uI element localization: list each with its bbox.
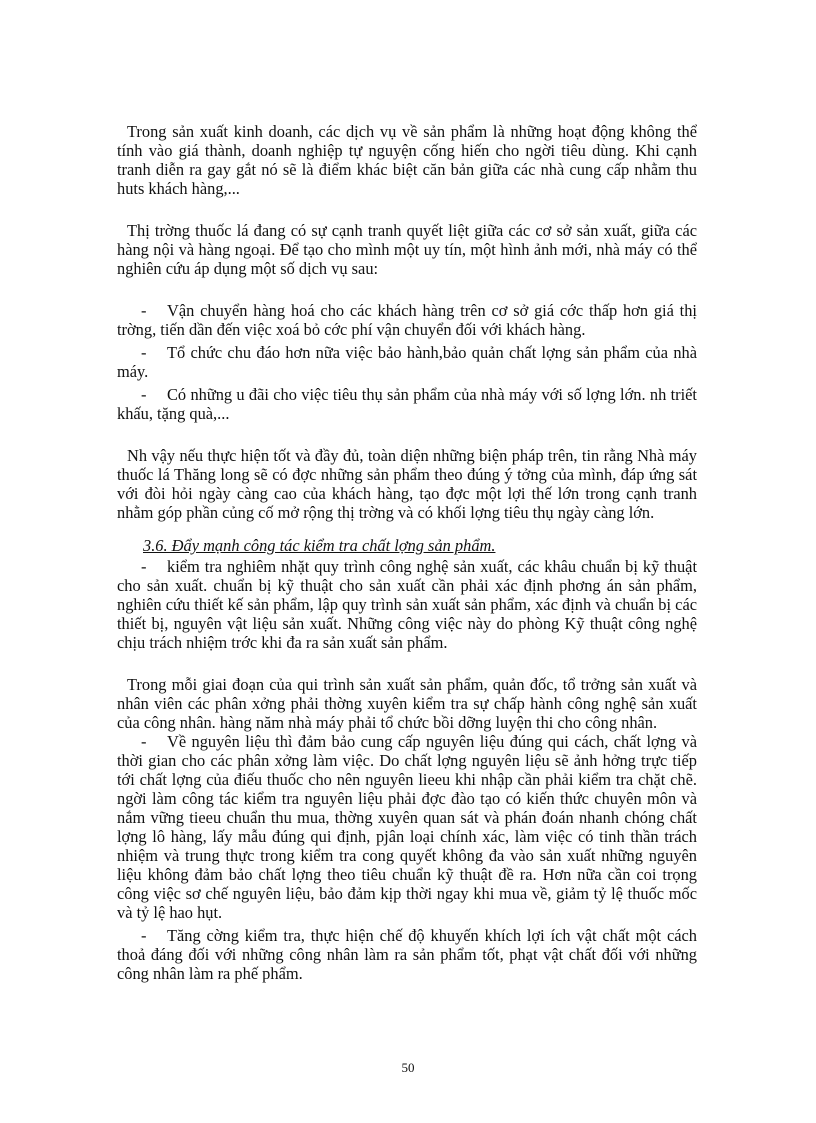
bullet-dash: - (141, 732, 147, 751)
bullet-dash: - (141, 385, 147, 404)
paragraph-production-stages: Trong mỗi giai đoạn của qui trình sản xuất sản phẩm, quản đốc, tổ trởng sản xuất và nhân viên các phân xởng phải thờng xuyên kiểm tra sự chấp hành công nghệ sản xuất của công nhân. hàng năm nhà máy phải tổ chức bồi dỡng luyện thi cho công nhân. (117, 675, 697, 732)
bullet-text: Tổ chức chu đáo hơn nữa việc bảo hành,bảo quản chất lợng sản phẩm của nhà máy. (117, 343, 697, 381)
bullet-item-transport (117, 301, 697, 339)
bullet-dash: - (141, 557, 147, 576)
bullet-text: Vận chuyển hàng hoá cho các khách hàng trên cơ sở giá cớc thấp hơn giá thị trờng, tiến dần đến việc xoá bỏ cớc phí vận chuyển đối với khách hàng. (117, 301, 697, 339)
paragraph-conclusion: Nh vậy nếu thực hiện tốt và đầy đủ, toàn diện những biện pháp trên, tin rằng Nhà máy thuốc lá Thăng long sẽ có đợc những sản phẩm theo đúng ý tởng của mình, đáp ứng sát với đòi hỏi ngày càng cao của khách hàng, tạo đợc một lợi thế lớn trong cạnh tranh nhằm góp phần củng cố mở rộng thị trờng và có khối lợng tiêu thụ ngày càng lớn. (117, 446, 697, 522)
page-number: 50 (401, 1060, 415, 1075)
document-page (117, 122, 697, 987)
paragraph-services-intro: Trong sản xuất kinh doanh, các dịch vụ về sản phẩm là những hoạt động không thể tính vào giá thành, doanh nghiệp tự nguyện cống hiến cho ngời tiêu dùng. Khi cạnh tranh diễn ra gay gắt nó sẽ là điểm khác biệt căn bản giữa các nhà cung cấp nhằm thu huts khách hàng,... (117, 122, 697, 198)
paragraph-market-competition: Thị trờng thuốc lá đang có sự cạnh tranh quyết liệt giữa các cơ sở sản xuất, giữa các hàng nội và hàng ngoại. Để tạo cho mình một uy tín, một hình ảnh mới, nhà máy có thể nghiên cứu áp dụng một số dịch vụ sau: (117, 221, 697, 278)
section-heading: 3.6. Đẩy mạnh công tác kiểm tra chất lợng sản phẩm. (143, 536, 496, 555)
bullet-item-raw-materials (117, 732, 697, 922)
bullet-text: kiểm tra nghiêm nhặt quy trình công nghệ sản xuất, các khâu chuẩn bị kỹ thuật cho sản xuất. chuẩn bị kỹ thuật cho sản xuất cần phải xác định phơng án sản phẩm, nghiên cứu thiết kế sản phẩm, lập quy trình sản xuất sản phẩm, xác định và chuẩn bị các thiết bị, nguyên vật liệu sản xuất. Những công việc này do phòng Kỹ thuật công nghệ chịu trách nhiệm trớc khi đa ra sản xuất sản phẩm. (117, 557, 697, 652)
bullet-text: Tăng cờng kiểm tra, thực hiện chế độ khuyến khích lợi ích vật chất một cách thoả đáng đối với những công nhân làm ra sản phẩm tốt, phạt vật chất đối với những công nhân làm ra phế phẩm. (117, 926, 697, 983)
bullet-item-process-check (117, 557, 697, 652)
bullet-dash: - (141, 301, 147, 320)
bullet-text: Về nguyên liệu thì đảm bảo cung cấp nguyên liệu đúng qui cách, chất lợng và thời gian cho các phân xởng làm việc. Do chất lợng nguyên liệu sẽ ảnh hởng trực tiếp tới chất lợng của điếu thuốc cho nên nguyên lieeu khi nhập cần phải kiểm tra chặt chẽ. ngời làm công tác kiểm tra nguyên liệu phải đợc đào tạo có kiến thức chuyên môn và nắm vững tieeu chuẩn thu mua, thờng xuyên quan sát và phán đoán nhanh chóng chất lợng lô hàng, lấy mẫu đúng qui định, pjân loại chính xác, làm việc có tinh thần trách nhiệm và trung thực trong kiểm tra cong quyết không đa vào sản xuất những nguyên liệu không đảm bảo chất lợng theo tiêu chuẩn kỹ thuật đề ra. Hơn nữa cần coi trọng công việc sơ chế nguyên liệu, bảo đảm kịp thời ngay khi mua về, giảm tỷ lệ thuốc mốc và tỷ lệ hao hụt. (117, 732, 697, 922)
bullet-text: Có những u đãi cho việc tiêu thụ sản phẩm của nhà máy với số lợng lớn. nh triết khấu, tặng quà,... (117, 385, 697, 423)
bullet-item-warranty (117, 343, 697, 381)
bullet-dash: - (141, 343, 147, 362)
bullet-dash: - (141, 926, 147, 945)
bullet-item-incentives (117, 926, 697, 983)
bullet-item-discounts (117, 385, 697, 423)
